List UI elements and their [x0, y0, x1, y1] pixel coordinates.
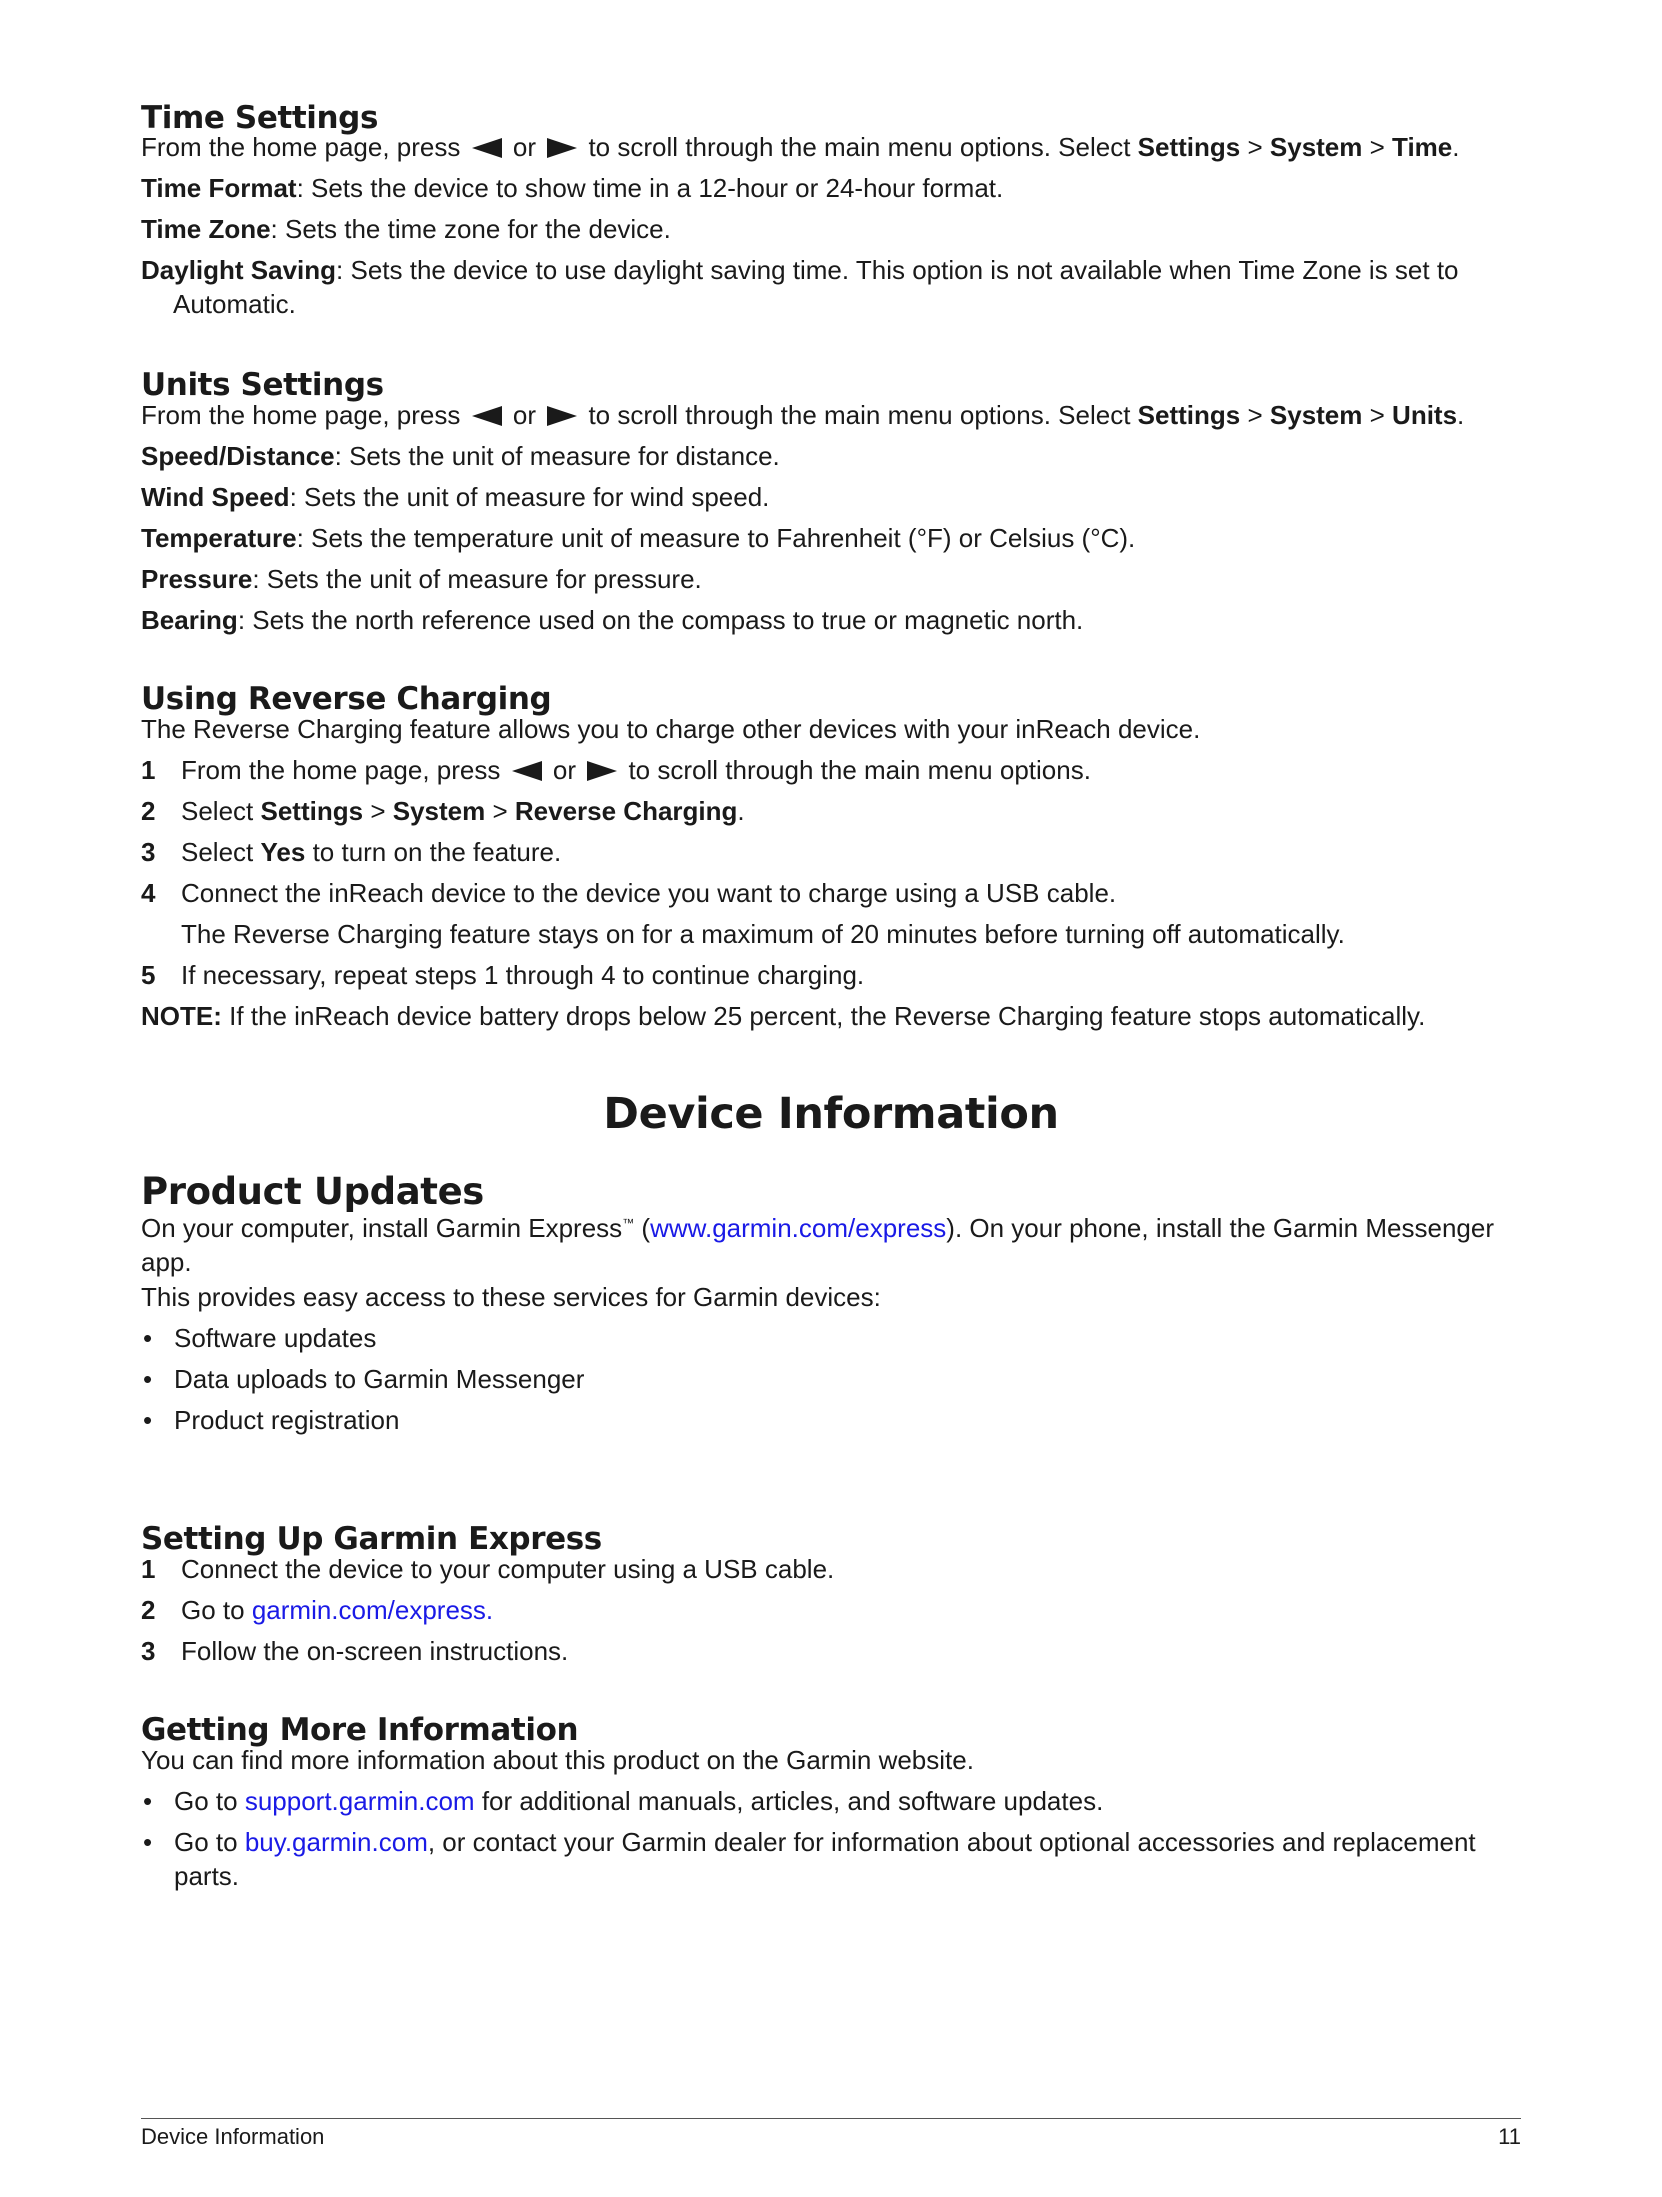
daylight-saving-item: Daylight Saving: Sets the device to use daylight saving time. This option is not available when Time Zone is set to Automatic. — [141, 255, 1459, 319]
garmin-express-link[interactable]: www.garmin.com/express — [650, 1213, 947, 1243]
time-settings-heading: Time Settings — [141, 100, 379, 136]
product-updates-heading: Product Updates — [141, 1170, 484, 1213]
garmin-express-step-link[interactable]: garmin.com/express. — [251, 1595, 494, 1625]
units-settings-heading: Units Settings — [141, 367, 384, 403]
product-updates-p2: This provides easy access to these services for Garmin devices: — [141, 1282, 881, 1312]
page-number: 11 — [1498, 2124, 1521, 2149]
time-zone-item: Time Zone: Sets the time zone for the device. — [141, 214, 671, 244]
wind-speed-item: Wind Speed: Sets the unit of measure for wind speed. — [141, 482, 770, 512]
reverse-charging-note: NOTE: If the inReach device battery drops below 25 percent, the Reverse Charging feature stops automatically. — [141, 1001, 1426, 1031]
device-information-title: Device Information — [603, 1089, 1059, 1139]
time-settings-intro: From the home page, press or to scroll through the main menu options. Select Settings > System > Time. — [141, 132, 1460, 162]
right-arrow-icon — [587, 761, 617, 781]
support-garmin-link[interactable]: support.garmin.com — [244, 1786, 475, 1816]
left-arrow-icon — [472, 138, 502, 158]
time-format-item: Time Format: Sets the device to show time in a 12-hour or 24-hour format. — [141, 173, 1004, 203]
footer-divider — [141, 2118, 1521, 2119]
temperature-item: Temperature: Sets the temperature unit of measure to Fahrenheit (°F) or Celsius (°C). — [141, 523, 1136, 553]
reverse-charging-heading: Using Reverse Charging — [141, 681, 552, 717]
footer-section-name: Device Information — [141, 2124, 325, 2149]
more-info-intro: You can find more information about this product on the Garmin website. — [141, 1745, 974, 1775]
more-info-heading: Getting More Information — [141, 1712, 579, 1748]
left-arrow-icon — [472, 406, 502, 426]
speed-distance-item: Speed/Distance: Sets the unit of measure for distance. — [141, 441, 780, 471]
reverse-charging-intro: The Reverse Charging feature allows you to charge other devices with your inReach device. — [141, 714, 1201, 744]
units-settings-intro: From the home page, press or to scroll through the main menu options. Select Settings > System > Units. — [141, 400, 1465, 430]
product-updates-p1: On your computer, install Garmin Express™ (www.garmin.com/express). On your phone, install the Garmin Messenger app. — [141, 1213, 1494, 1277]
garmin-express-heading: Setting Up Garmin Express — [141, 1521, 602, 1557]
right-arrow-icon — [547, 406, 577, 426]
left-arrow-icon — [512, 761, 542, 781]
pressure-item: Pressure: Sets the unit of measure for pressure. — [141, 564, 702, 594]
right-arrow-icon — [547, 138, 577, 158]
buy-garmin-link[interactable]: buy.garmin.com — [244, 1827, 428, 1857]
bearing-item: Bearing: Sets the north reference used on the compass to true or magnetic north. — [141, 605, 1084, 635]
